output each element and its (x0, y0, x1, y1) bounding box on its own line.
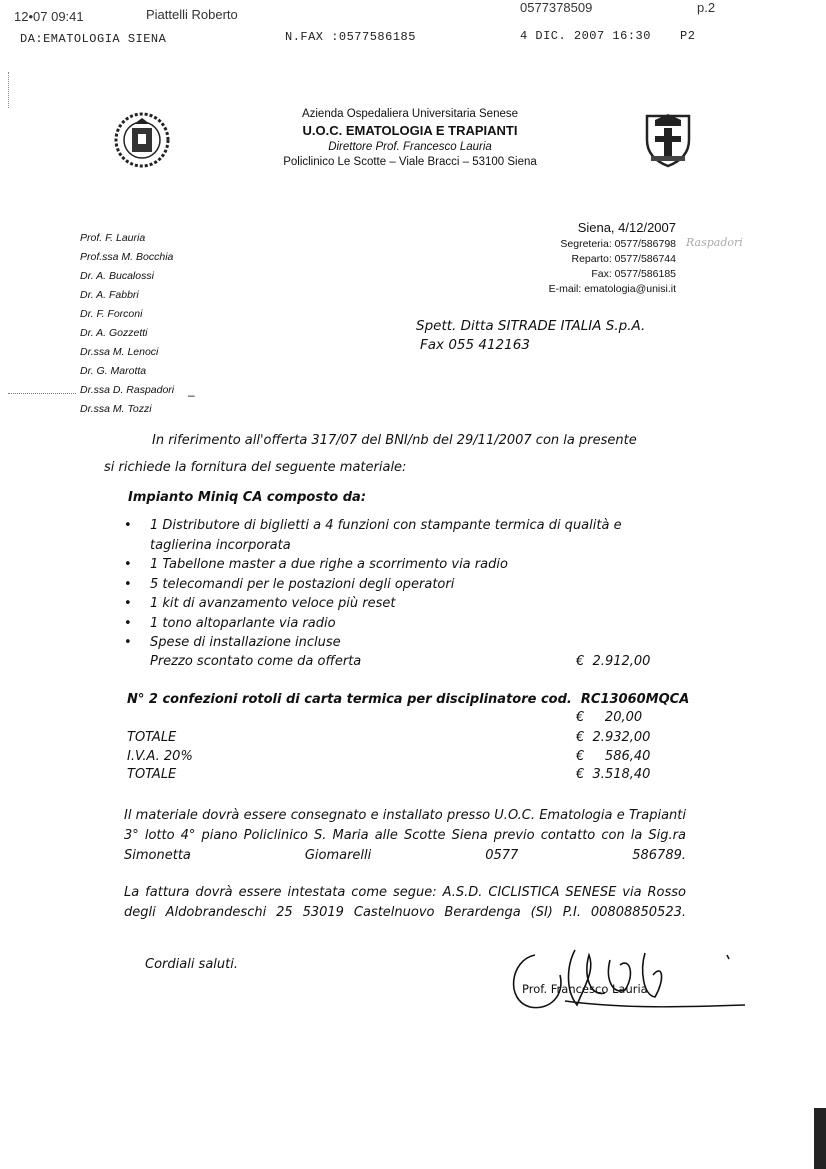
list-item: • 1 kit di avanzamento veloce più reset (124, 594, 684, 614)
staff-name: Dr. A. Fabbri (80, 289, 139, 301)
delivery-paragraph: Il materiale dovrà essere consegnato e installato presso U.O.C. Ematologia e Trapianti 3° lotto 4° piano Policlinico S. Maria alle Scotte Siena previo contatto con la Sig.ra Simonetta Giomarelli 0577 586789. (124, 808, 686, 863)
closing-greeting: Cordiali saluti. (145, 957, 238, 972)
fax-number-line: N.FAX :0577586185 (285, 30, 416, 44)
page-edge-shadow (814, 1108, 826, 1169)
letter-place-date: Siena, 4/12/2007 (577, 220, 676, 235)
contact-reparto: Reparto: 0577/586744 (571, 253, 676, 265)
grand-total-label: TOTALE (127, 767, 177, 782)
order-heading: Impianto Miniq CA composto da: (128, 490, 367, 505)
staff-name: Dr.ssa D. Raspadori (80, 384, 175, 396)
contact-segreteria: Segreteria: 0577/586798 (560, 238, 676, 250)
list-item: • Spese di installazione incluse (124, 633, 684, 653)
recipient-company: Spett. Ditta SITRADE ITALIA S.p.A. (416, 318, 646, 334)
staff-name: Prof.ssa M. Bocchia (80, 251, 174, 263)
grand-total-amount: € 3.518,40 (576, 767, 651, 782)
siena-university-seal-icon (114, 110, 170, 175)
paper-line: N° 2 confezioni rotoli di carta termica per disciplinatore cod. RC13060MQCA (127, 692, 690, 707)
staff-name: Dr. A. Bucalossi (80, 270, 154, 282)
total-label: TOTALE (127, 730, 177, 745)
fax-sender-number: 0577378509 (520, 0, 593, 15)
fax-sent-date: 4 DIC. 2007 16:30 (520, 29, 651, 43)
order-item-list (124, 516, 684, 653)
discount-label: Prezzo scontato come da offerta (150, 654, 362, 669)
fax-from-line: DA:EMATOLOGIA SIENA (20, 32, 167, 46)
staff-name: Dr.ssa M. Lenoci (80, 346, 159, 358)
letterhead-address: Policlinico Le Scotte – Viale Bracci – 53100 Siena (283, 156, 537, 168)
signature-scribble-icon (505, 935, 750, 1020)
fax-timestamp: 12•07 09:41 (14, 9, 84, 24)
annotation-dash: – (188, 388, 195, 402)
handwritten-note: Raspadori (686, 236, 743, 249)
staff-name: Dr. G. Marotta (80, 365, 147, 377)
letterhead-hospital: Azienda Ospedaliera Universitaria Senese (301, 108, 519, 120)
contact-email: E-mail: ematologia@unisi.it (548, 283, 676, 295)
list-item: • 1 tono altoparlante via radio (124, 614, 684, 634)
vat-label: I.V.A. 20% (127, 749, 193, 764)
staff-name: Dr. F. Forconi (80, 308, 143, 320)
staff-name: Dr.ssa M. Tozzi (80, 403, 152, 415)
contact-fax: Fax: 0577/586185 (591, 268, 676, 280)
intro-line-2: si richiede la fornitura del seguente materiale: (104, 460, 407, 475)
list-item: • 1 Tabellone master a due righe a scorrimento via radio (124, 555, 684, 575)
staff-name: Dr. A. Gozzetti (80, 327, 148, 339)
margin-mark (8, 72, 10, 108)
letterhead-director: Direttore Prof. Francesco Lauria (328, 141, 492, 153)
invoice-paragraph: La fattura dovrà essere intestata come segue: A.S.D. CICLISTICA SENESE via Rosso degli Aldobrandeschi 25 53019 Castelnuovo Berardenga (SI) P.I. 00808850523. (124, 885, 686, 920)
signature-name: Prof. Francesco Lauria (522, 982, 648, 996)
staff-name: Prof. F. Lauria (80, 232, 146, 244)
total-amount: € 2.932,00 (576, 730, 651, 745)
fax-sender-name: Piattelli Roberto (146, 7, 238, 22)
paper-amount: € 20,00 (576, 710, 643, 725)
annotation-line (8, 393, 76, 394)
hospital-crest-icon (643, 110, 693, 173)
fax-page-marker: p.2 (697, 0, 716, 15)
discount-amount: € 2.912,00 (576, 654, 651, 669)
list-item: • 5 telecomandi per le postazioni degli operatori (124, 575, 684, 595)
list-item: • 1 Distributore di biglietti a 4 funzioni con stampante termica di qualità e taglierina incorporata (124, 516, 684, 555)
fax-page-code: P2 (680, 29, 696, 43)
vat-amount: € 586,40 (576, 749, 651, 764)
intro-line-1: In riferimento all'offerta 317/07 del BNI/nb del 29/11/2007 con la presente (152, 433, 637, 448)
letterhead-department: U.O.C. EMATOLOGIA E TRAPIANTI (302, 123, 518, 138)
recipient-fax: Fax 055 412163 (420, 337, 530, 353)
